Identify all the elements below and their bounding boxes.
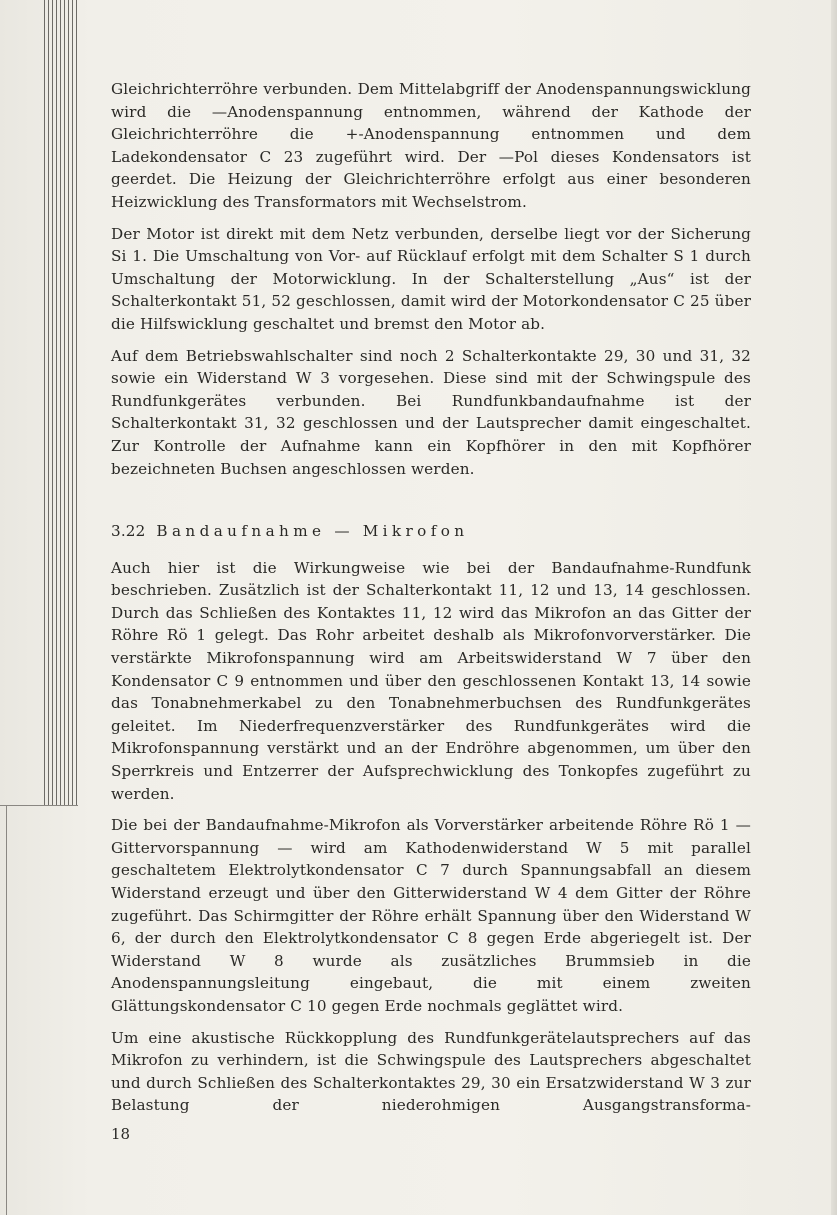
section-heading xyxy=(111,520,751,543)
section-number: 3.22 xyxy=(111,522,146,541)
section-separator: — xyxy=(334,522,350,541)
paragraph-preamp-tube: Die bei der Bandaufnahme-Mikrofon als Vorverstärker arbeitende Röhre Rö 1 — Gittervorspannung — wird am Kathodenwiderstand W 5 mit parallel geschaltetem Elektrolytkondensator C 7 durch Spannungsabfall an diesem Widerstand erzeugt und über den Gitterwiderstand W 4 dem Gitter der Röhre zugeführt. Das Schirmgitter der Röhre erhält Spannung über den Widerstand W 6, der durch den Elektrolytkondensator C 8 gegen Erde abgeriegelt ist. Der Widerstand W 8 wurde als zusätzliches Brummsieb in die Anodenspannungsleitung eingebaut, die mit einem zweiten Glättungskondensator C 10 gegen Erde nochmals geglättet wird. xyxy=(111,816,751,1015)
right-page-edge xyxy=(831,0,837,1215)
paragraph-rectifier: Gleichrichterröhre verbunden. Dem Mittelabgriff der Anodenspannungswicklung wird die —Anodenspannung entnommen, während der Kathode der Gleichrichterröhre die +-Anodenspannung entnommen und dem Ladekondensator C 23 zugeführt wird. Der —Pol dieses Kondensators ist geerdet. Die Heizung der Gleichrichterröhre erfolgt aus einer besonderen Heizwicklung des Transformators mit Wechselstrom. xyxy=(111,80,751,211)
binding-edge xyxy=(44,0,78,805)
lower-binding-edge xyxy=(0,805,78,1215)
body-text xyxy=(111,78,751,1126)
paragraph-feedback: Um eine akustische Rückkopplung des Rundfunkgerätelautsprechers auf das Mikrofon zu verhindern, ist die Schwingspule des Lautsprechers abgeschaltet und durch Schließen des Schalterkontaktes 29, 30 ein Ersatzwiderstand W 3 zur Belastung der niederohmigen Ausgangstransforma- xyxy=(111,1028,751,1115)
page-number: 18 xyxy=(111,1125,131,1143)
paragraph-microphone-recording: Auch hier ist die Wirkungweise wie bei der Bandaufnahme-Rundfunk beschrieben. Zusätzlich ist der Schalterkontakt 11, 12 und 13, 14 geschlossen. Durch das Schließen des Kontaktes 11, 12 wird das Mikrofon an das Gitter der Röhre Rö 1 gelegt. Das Rohr arbeitet deshalb als Mikrofonvorverstärker. Die verstärkte Mikrofonspannung wird am Arbeitswiderstand W 7 über den Kondensator C 9 entnommen und über den geschlossenen Kontakt 13, 14 sowie das Tonabnehmerkabel zu den Tonabnehmerbuchsen des Rundfunkgerätes geleitet. Im Niederfrequenzverstärker des Rundfunkgerätes wird die Mikrofonspannung verstärkt und an der Endröhre abgenommen, um über den Sperrkreis und Entzerrer der Aufsprechwicklung des Tonkopfes zugeführt zu werden. xyxy=(111,558,751,803)
section-subtitle: Mikrofon xyxy=(362,522,469,541)
paragraph-mode-switch: Auf dem Betriebswahlschalter sind noch 2 Schalterkontakte 29, 30 und 31, 32 sowie ein Widerstand W 3 vorgesehen. Diese sind mit der Schwingspule des Rundfunkgerätes verbunden. Bei Rundfunkbandaufnahme ist der Schalterkontakt 31, 32 geschlossen und der Lautsprecher damit eingeschaltet. Zur Kontrolle der Aufnahme kann ein Kopfhörer in den mit Kopfhörer bezeichneten Buchsen angeschlossen werden. xyxy=(111,346,751,478)
section-title: Bandaufnahme xyxy=(156,522,326,541)
paragraph-motor: Der Motor ist direkt mit dem Netz verbunden, derselbe liegt vor der Sicherung Si 1. Die Umschaltung von Vor- auf Rücklauf erfolgt mit dem Schalter S 1 durch Umschaltung der Motorwicklung. In der Schalterstellung „Aus“ ist der Schalterkontakt 51, 52 geschlossen, damit wird der Motorkondensator C 25 über die Hilfswicklung geschaltet und bremst den Motor ab. xyxy=(111,224,751,333)
